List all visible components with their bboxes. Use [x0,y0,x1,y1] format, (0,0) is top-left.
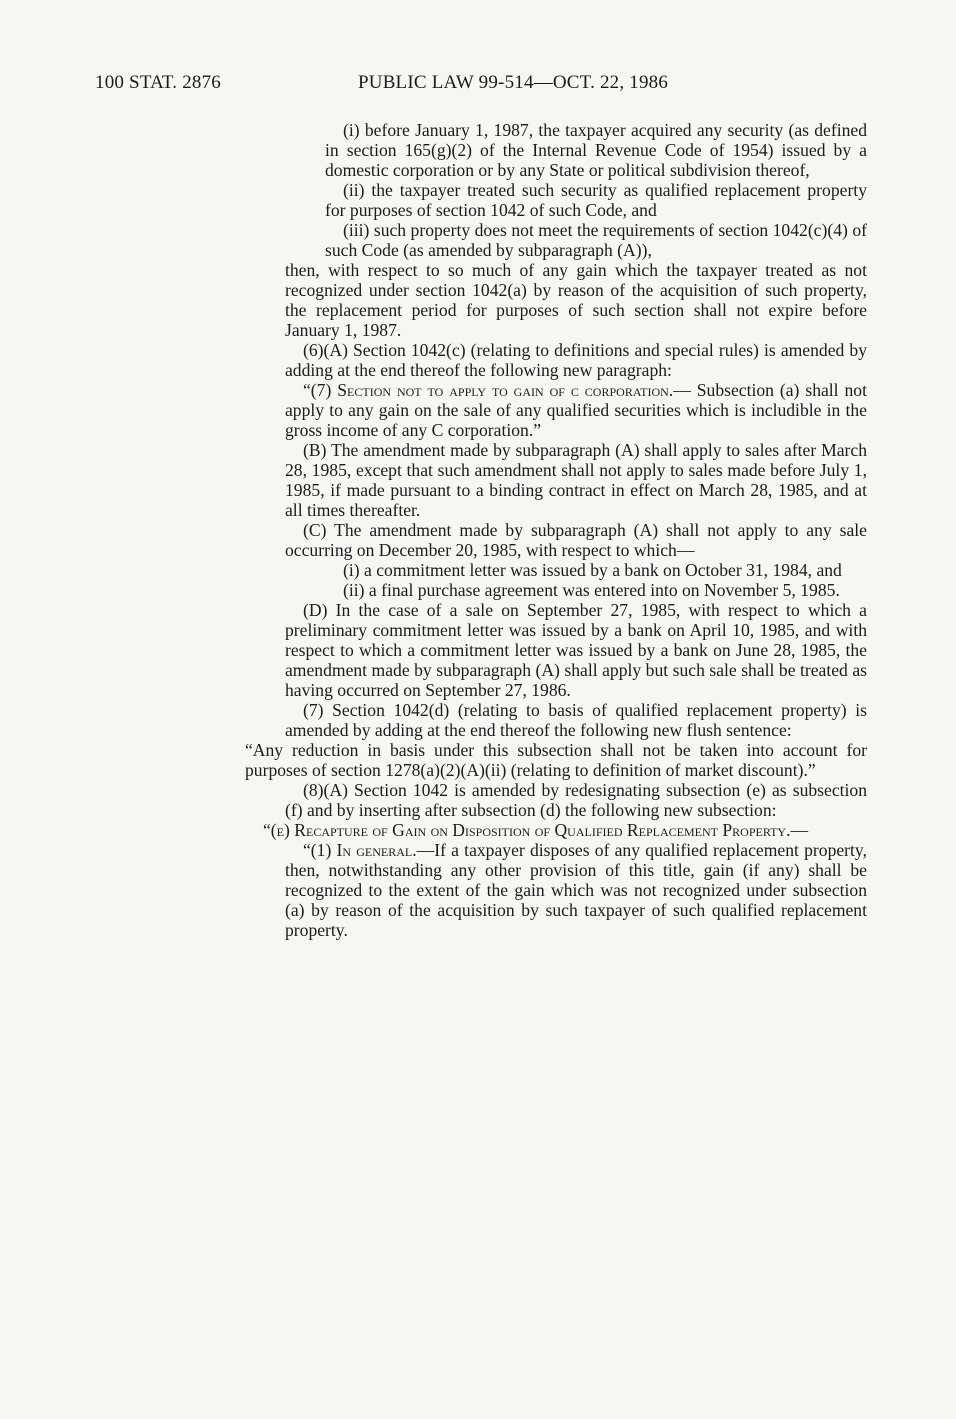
paragraph-6b: (B) The amendment made by subparagraph (A) shall apply to sales after March 28, 1985, except that such amendment shall not apply to sales made before July 1, 1985, if made pursuant to a binding contract in effect on March 28, 1985, and at all times thereafter. [285,440,867,520]
paragraph-new-7-text: Subsection (a) shall not apply to any gain on the sale of any qualified securities which is includible in the gross income of any C corporation.” [285,380,867,440]
paragraph-7: (7) Section 1042(d) (relating to basis of qualified replacement property) is amended by adding at the end thereof the following new flush sentence: [285,700,867,740]
subsection-e-1 [285,840,867,940]
stat-citation: 100 STAT. 2876 [95,72,222,93]
subsection-e-1-text: —If a taxpayer disposes of any qualified replacement property, then, notwithstanding any other provision of this title, gain (if any) shall be recognized to the extent of the gain which was not recognized under subsection (a) by reason of the acquisition by such taxpayer of such qualified replacement property. [285,840,867,940]
flush-sentence: “Any reduction in basis under this subsection shall not be taken into account for purposes of section 1278(a)(2)(A)(ii) (relating to definition of market discount).” [245,740,867,780]
paragraph-6d: (D) In the case of a sale on September 27, 1985, with respect to which a preliminary commitment letter was issued by a bank on April 10, 1985, and with respect to which a commitment letter was issued by a bank on June 28, 1985, the amendment made by subparagraph (A) shall apply but such sale shall be treated as having occurred on September 27, 1986. [285,600,867,700]
subsection-e-1-lead: “(1) [303,840,337,860]
clause-ii: (ii) the taxpayer treated such security as qualified replacement property for purposes of section 1042 of such Code, and [325,180,867,220]
paragraph-new-7-heading: Section not to apply to gain of c corporation.— [337,380,691,400]
document-body [0,120,956,940]
clause-c-i: (i) a commitment letter was issued by a bank on October 31, 1984, and [343,560,842,580]
paragraph-6a: (6)(A) Section 1042(c) (relating to definitions and special rules) is amended by adding at the end thereof the following new paragraph: [285,340,867,380]
clause-c-ii: (ii) a final purchase agreement was entered into on November 5, 1985. [343,580,840,600]
paragraph-new-7-lead: “(7) [303,380,338,400]
law-title: PUBLIC LAW 99-514—OCT. 22, 1986 [358,72,669,93]
paragraph-then: then, with respect to so much of any gain which the taxpayer treated as not recognized under section 1042(a) by reason of the acquisition of such property, the replacement period for purposes of such section shall not expire before January 1, 1987. [285,260,867,340]
subsection-e-heading: “(e) Recapture of Gain on Disposition of Qualified Replacement Property.— [263,820,809,840]
paragraph-new-7 [285,380,867,440]
paragraph-8a: (8)(A) Section 1042 is amended by redesignating subsection (e) as subsection (f) and by inserting after subsection (d) the following new subsection: [285,780,867,820]
clause-i: (i) before January 1, 1987, the taxpayer acquired any security (as defined in section 165(g)(2) of the Internal Revenue Code of 1954) issued by a domestic corporation or by any State or political subdivision thereof, [325,120,867,180]
clause-iii: (iii) such property does not meet the requirements of section 1042(c)(4) of such Code (as amended by subparagraph (A)), [325,220,867,260]
paragraph-6c: (C) The amendment made by subparagraph (A) shall not apply to any sale occurring on December 20, 1985, with respect to which— [285,520,867,560]
subsection-e-1-heading: In general. [336,840,417,860]
